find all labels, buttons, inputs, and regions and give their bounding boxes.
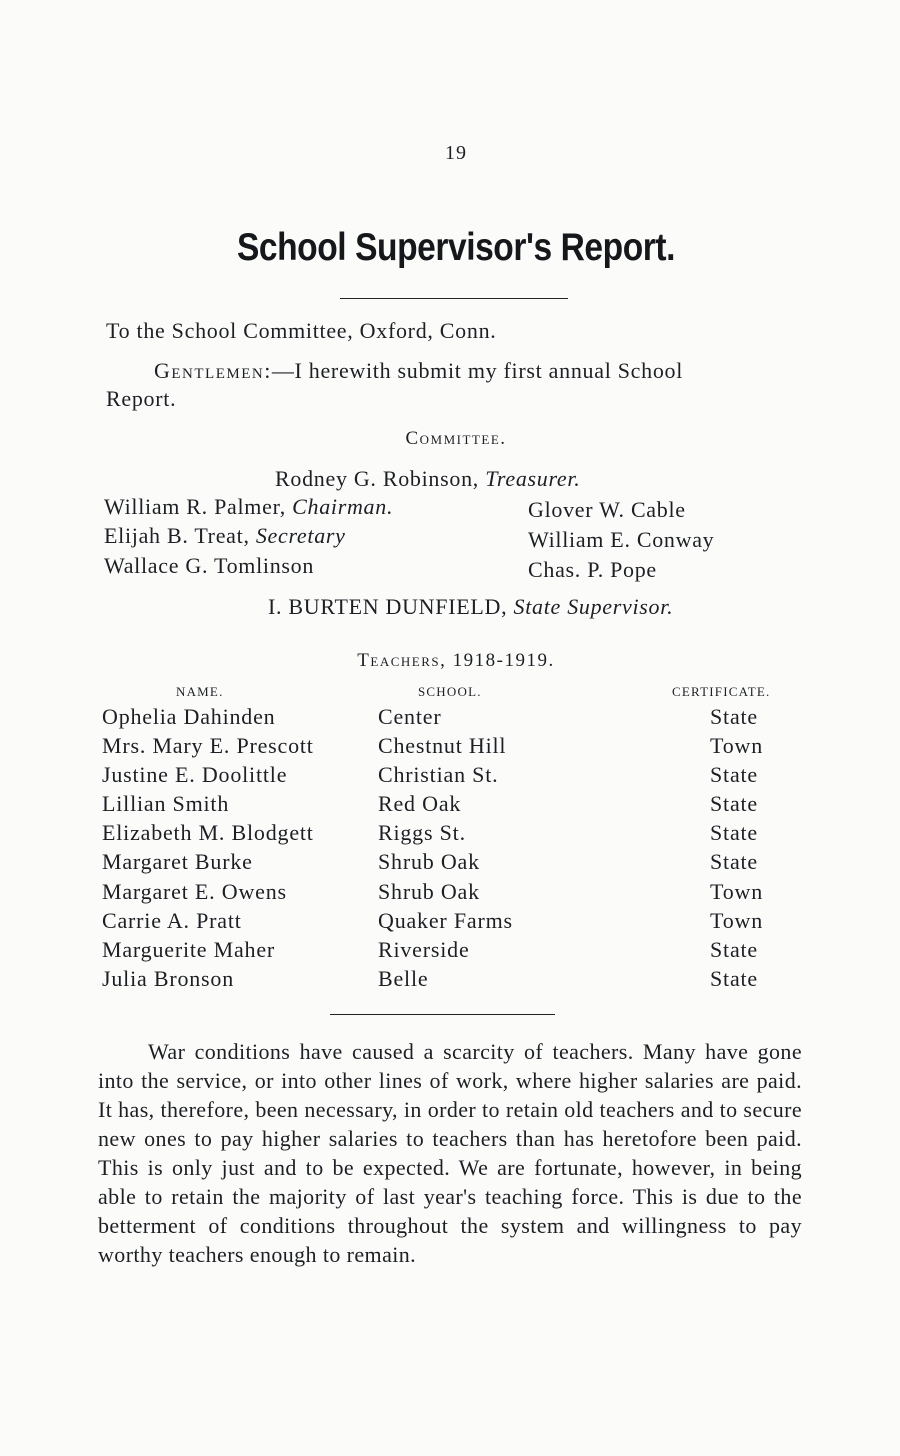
teacher-school: Belle [378,965,429,991]
teachers-table [100,704,820,995]
page-title: School Supervisor's Report. [236,226,676,269]
salutation: To the School Committee, Oxford, Conn. [106,318,497,343]
committee-member [104,523,346,549]
table-row [100,704,820,733]
teacher-name: Mrs. Mary E. Prescott [102,733,314,759]
table-row [100,937,820,966]
teacher-name: Marguerite Maher [102,936,276,962]
table-row [100,820,820,849]
teacher-name: Julia Bronson [102,965,235,991]
teacher-name: Margaret Burke [102,849,253,875]
teacher-certificate: Town [710,878,763,904]
teacher-name: Carrie A. Pratt [102,907,242,933]
teacher-school: Center [378,704,442,729]
report-paragraph: War conditions have caused a scarcity of teachers. Many have gone into the service, or into other lines of work, where higher salaries are paid. It has, therefore, been necessary, in order to retain old teachers and to secure new ones to pay higher salaries to teachers than has heretofore been paid. This is only just and to be expected. We are fortunate, however, in being able to retain the majority of last year's teaching force. This is due to the betterment of conditions throughout the system and willingness to pay worthy teachers enough to remain. [98,1039,802,1267]
teacher-certificate: State [710,704,758,729]
teacher-name: Margaret E. Owens [102,878,287,904]
table-divider [330,1014,555,1015]
teacher-certificate: State [710,936,758,962]
member-role: Chairman. [292,494,394,519]
teacher-name: Justine E. Doolittle [102,762,288,788]
teacher-certificate: State [710,820,758,846]
column-header-certificate: CERTIFICATE. [672,684,771,699]
teacher-school: Riggs St. [378,820,466,846]
treasurer-name: Rodney G. Robinson, [275,466,479,491]
teacher-certificate: Town [710,733,763,759]
committee-member: Chas. P. Pope [528,557,657,582]
table-row [100,879,820,908]
state-supervisor [268,594,673,620]
teacher-name: Elizabeth M. Blodgett [102,820,314,846]
table-row [100,762,820,791]
teachers-heading: Teachers, 1918-1919. [357,650,555,671]
teacher-certificate: State [710,791,758,817]
table-row [100,908,820,937]
committee-member: Glover W. Cable [528,497,686,522]
table-row [100,966,820,995]
teacher-name: Lillian Smith [102,791,230,817]
committee-member: William E. Conway [528,527,715,552]
greeting-line [154,358,683,384]
teacher-name: Ophelia Dahinden [102,704,276,729]
teacher-certificate: Town [710,907,763,933]
teacher-certificate: State [710,965,758,991]
member-name: William R. Palmer, [104,494,286,519]
teacher-certificate: State [710,762,758,788]
committee-member [104,553,314,579]
committee-treasurer [275,466,580,492]
member-role: Secretary [255,523,346,548]
table-row [100,849,820,878]
greeting-label: Gentlemen: [154,358,272,383]
teacher-school: Riverside [378,936,470,962]
page-number: 19 [445,142,467,164]
column-header-name: NAME. [176,684,224,699]
teacher-school: Shrub Oak [378,878,480,904]
teacher-school: Quaker Farms [378,907,513,933]
committee-heading: Committee. [405,428,507,449]
supervisor-name: I. BURTEN DUNFIELD, [268,594,508,619]
column-header-school: SCHOOL. [418,684,482,699]
greeting-continued: Report. [106,386,177,411]
committee-member [104,494,393,520]
table-row [100,733,820,762]
teacher-certificate: State [710,849,758,875]
teacher-school: Red Oak [378,791,462,817]
member-name: Elijah B. Treat, [104,523,250,548]
treasurer-title: Treasurer. [485,466,581,491]
table-row [100,791,820,820]
greeting-text: —I herewith submit my first annual School [271,358,684,383]
supervisor-title: State Supervisor. [513,594,674,619]
member-name: Wallace G. Tomlinson [104,553,315,578]
teacher-school: Christian St. [378,762,499,788]
title-divider [340,298,568,299]
teacher-school: Chestnut Hill [378,733,507,759]
teacher-school: Shrub Oak [378,849,480,875]
